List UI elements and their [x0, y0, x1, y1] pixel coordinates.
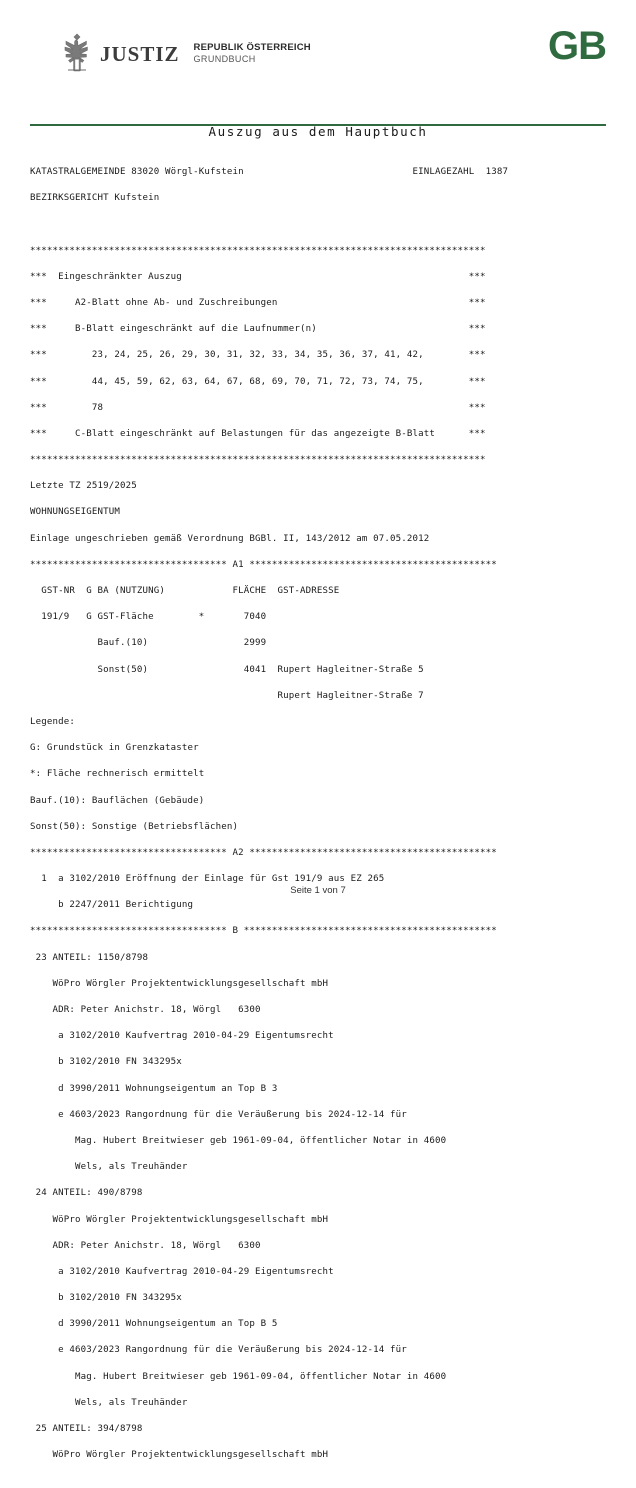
republic-line2: GRUNDBUCH	[193, 54, 256, 65]
legend-line: Sonst(50): Sonstige (Betriebsflächen)	[30, 821, 239, 832]
status-line: WOHNUNGSEIGENTUM	[30, 507, 120, 518]
spacer	[30, 218, 606, 231]
meta-line-2: BEZIRKSGERICHT Kufstein	[30, 193, 160, 204]
restriction-line: *** 44, 45, 59, 62, 63, 64, 67, 68, 69, 70, 71, 72, 73, 74, 75, ***	[30, 376, 486, 387]
justiz-word: JUSTIZ	[100, 41, 180, 66]
section-b-line: ADR: Peter Anichstr. 18, Wörgl 6300	[30, 1240, 261, 1251]
section-b-line: e 4603/2023 Rangordnung für die Veräußerung bis 2024-12-14 für	[30, 1109, 407, 1120]
restriction-line: *** C-Blatt eingeschränkt auf Belastungen für das angezeigte B-Blatt ***	[30, 428, 486, 439]
section-b-line: a 3102/2010 Kaufvertrag 2010-04-29 Eigentumsrecht	[30, 1266, 334, 1277]
section-b-line: 23 ANTEIL: 1150/8798	[30, 952, 149, 963]
section-a1-line: Sonst(50) 4041 Rupert Hagleitner-Straße 5	[30, 664, 424, 675]
legend-line: *: Fläche rechnerisch ermittelt	[30, 769, 205, 780]
section-b-line: b 3102/2010 FN 343295x	[30, 1293, 182, 1304]
header-divider	[30, 124, 606, 126]
page-footer: Seite 1 von 7	[290, 885, 346, 896]
section-a1-line: GST-NR G BA (NUTZUNG) FLÄCHE GST-ADRESSE	[30, 586, 340, 596]
justiz-logo	[60, 32, 311, 76]
section-a1-divider: *********************************** A1 ********************************************	[30, 559, 497, 570]
status-line: Letzte TZ 2519/2025	[30, 481, 137, 492]
gb-mark: GB	[548, 24, 606, 68]
section-a2-line: b 2247/2011 Berichtigung	[30, 900, 194, 911]
section-a1-line: Bauf.(10) 2999	[30, 638, 267, 649]
page-title: Auszug aus dem Hauptbuch	[208, 124, 428, 139]
meta-line-1: KATASTRALGEMEINDE 83020 Wörgl-Kufstein EINLAGEZAHL 1387	[30, 167, 509, 178]
section-b-line: 24 ANTEIL: 490/8798	[30, 1188, 143, 1199]
section-b-line: 25 ANTEIL: 394/8798	[30, 1424, 143, 1434]
section-b-line: b 3102/2010 FN 343295x	[30, 1057, 182, 1068]
restriction-line: *********************************************************************************	[30, 245, 486, 256]
restriction-line: *********************************************************************************	[30, 455, 486, 466]
justiz-wordmark	[100, 41, 180, 66]
section-b-divider: *********************************** B *********************************************	[30, 926, 497, 937]
status-line: Einlage ungeschrieben gemäß Verordnung BGBl. II, 143/2012 am 07.05.2012	[30, 533, 430, 544]
section-b-line: e 4603/2023 Rangordnung für die Veräußerung bis 2024-12-14 für	[30, 1345, 407, 1356]
restriction-line: *** Eingeschränkter Auszug ***	[30, 271, 486, 282]
section-b-line: d 3990/2011 Wohnungseigentum an Top B 5	[30, 1319, 278, 1330]
restriction-line: *** 78 ***	[30, 402, 486, 413]
document-body	[30, 153, 606, 1488]
republic-text	[194, 42, 311, 65]
section-a1-line: Rupert Hagleitner-Straße 7	[30, 690, 424, 701]
republic-line1: REPUBLIK ÖSTERREICH	[193, 42, 311, 54]
legend-line: G: Grundstück in Grenzkataster	[30, 743, 199, 754]
section-b-line: WöPro Wörgler Projektentwicklungsgesellschaft mbH	[30, 1214, 329, 1225]
restriction-line: *** A2-Blatt ohne Ab- und Zuschreibungen ***	[30, 297, 486, 308]
section-b-line: Mag. Hubert Breitwieser geb 1961-09-04, öffentlicher Notar in 4600	[30, 1371, 447, 1382]
section-b-line: WöPro Wörgler Projektentwicklungsgesellschaft mbH	[30, 978, 329, 989]
section-b-line: Wels, als Treuhänder	[30, 1162, 188, 1173]
restriction-line: *** 23, 24, 25, 26, 29, 30, 31, 32, 33, 34, 35, 36, 37, 41, 42, ***	[30, 350, 486, 361]
eagle-icon	[60, 32, 94, 76]
section-b-line: Wels, als Treuhänder	[30, 1397, 188, 1408]
section-a1-line: 191/9 G GST-Fläche * 7040	[30, 612, 267, 623]
legend-line: Bauf.(10): Bauflächen (Gebäude)	[30, 795, 205, 806]
document-header	[30, 24, 606, 102]
section-b-line: Mag. Hubert Breitwieser geb 1961-09-04, öffentlicher Notar in 4600	[30, 1135, 447, 1146]
legend-line: Legende:	[30, 716, 75, 727]
document-page	[0, 24, 636, 1461]
section-b-line: ADR: Peter Anichstr. 18, Wörgl 6300	[30, 1005, 261, 1015]
restriction-line: *** B-Blatt eingeschränkt auf die Laufnummer(n) ***	[30, 324, 486, 335]
section-b-line: WöPro Wörgler Projektentwicklungsgesellschaft mbH	[30, 1450, 329, 1461]
section-b-line: d 3990/2011 Wohnungseigentum an Top B 3	[30, 1083, 278, 1094]
section-a2-line: 1 a 3102/2010 Eröffnung der Einlage für Gst 191/9 aus EZ 265	[30, 874, 385, 885]
section-b-line: a 3102/2010 Kaufvertrag 2010-04-29 Eigentumsrecht	[30, 1031, 334, 1042]
section-a2-divider: *********************************** A2 ********************************************	[30, 847, 497, 858]
